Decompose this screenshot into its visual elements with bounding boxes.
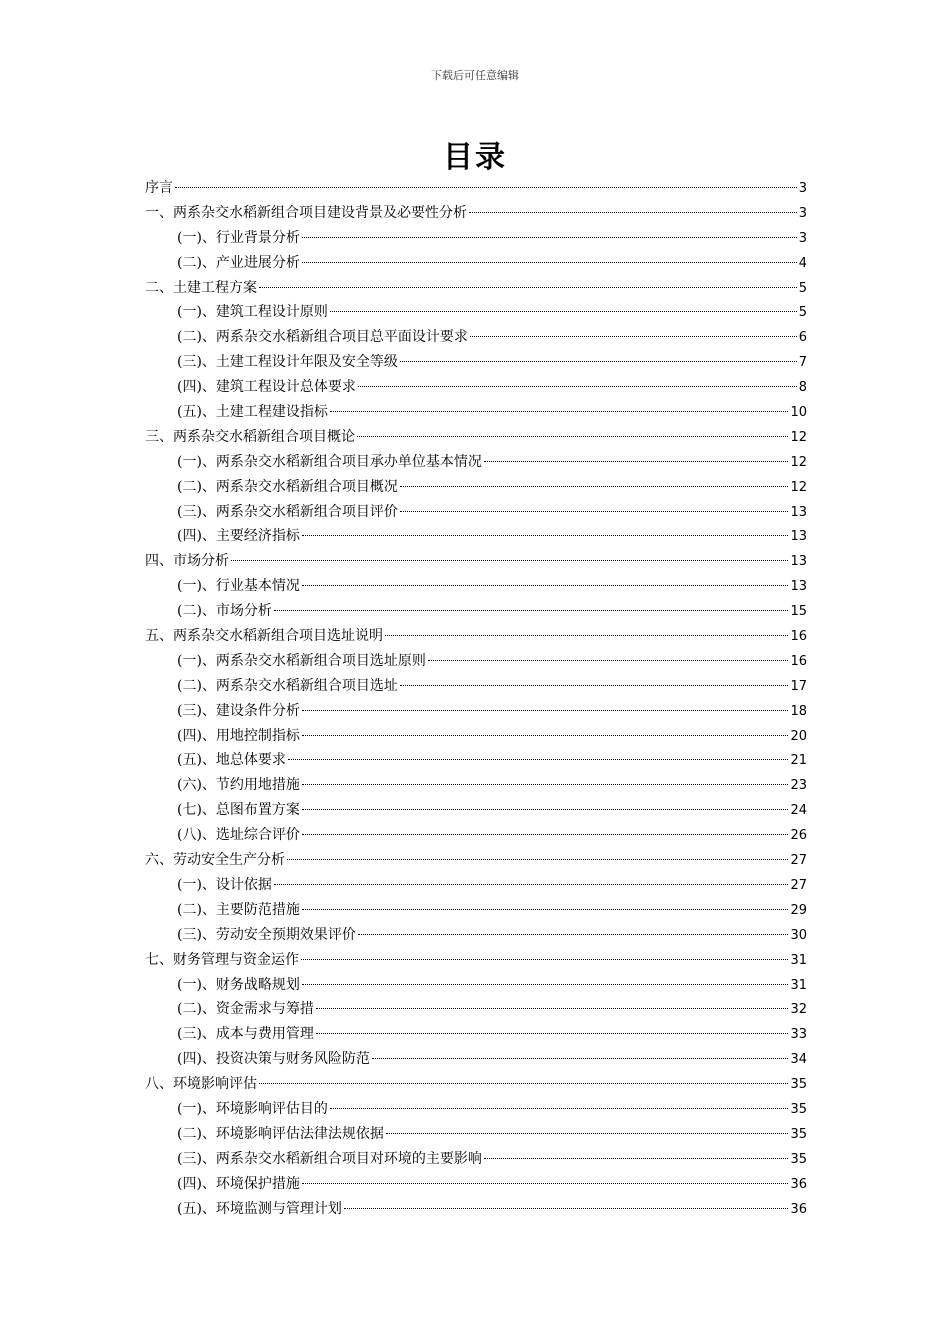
- toc-entry[interactable]: [145, 375, 807, 400]
- toc-entry-label: (三)、成本与费用管理: [177, 1026, 314, 1043]
- toc-dot-leader: [330, 1108, 789, 1109]
- toc-entry[interactable]: [145, 948, 807, 973]
- toc-entry[interactable]: [145, 1122, 807, 1147]
- toc-entry[interactable]: [145, 450, 807, 475]
- toc-dot-leader: [400, 486, 789, 487]
- toc-entry-page-number: 12: [790, 454, 807, 470]
- toc-entry-page-number: 21: [790, 753, 807, 769]
- toc-entry[interactable]: [145, 201, 807, 226]
- toc-entry[interactable]: [145, 475, 807, 500]
- toc-entry-page-number: 7: [798, 355, 807, 371]
- toc-entry-page-number: 32: [790, 1002, 807, 1018]
- toc-entry[interactable]: [145, 176, 807, 201]
- toc-entry-page-number: 13: [790, 529, 807, 545]
- toc-dot-leader: [302, 735, 789, 736]
- toc-entry-label: (二)、主要防范措施: [177, 901, 300, 918]
- toc-entry-label: (六)、节约用地措施: [177, 777, 300, 794]
- toc-entry-label: 六、劳动安全生产分析: [145, 852, 285, 869]
- toc-entry-page-number: 6: [798, 330, 807, 346]
- toc-entry-page-number: 35: [790, 1151, 807, 1167]
- toc-entry-page-number: 13: [790, 579, 807, 595]
- toc-entry-page-number: 12: [790, 479, 807, 495]
- toc-title: 目录: [443, 140, 507, 175]
- toc-entry-page-number: 27: [790, 853, 807, 869]
- toc-dot-leader: [357, 436, 788, 437]
- toc-entry-page-number: 30: [790, 927, 807, 943]
- toc-dot-leader: [316, 1033, 789, 1034]
- toc-entry[interactable]: [145, 773, 807, 798]
- toc-entry[interactable]: [145, 823, 807, 848]
- toc-entry-page-number: 3: [798, 205, 807, 221]
- toc-dot-leader: [386, 1133, 789, 1134]
- toc-dot-leader: [358, 934, 789, 935]
- toc-entry[interactable]: [145, 276, 807, 301]
- toc-dot-leader: [470, 336, 797, 337]
- toc-dot-leader: [259, 1083, 788, 1084]
- toc-entry[interactable]: [145, 1197, 807, 1222]
- toc-entry-page-number: 27: [790, 877, 807, 893]
- toc-entry[interactable]: [145, 1172, 807, 1197]
- toc-entry-page-number: 10: [790, 405, 807, 421]
- toc-entry-page-number: 17: [790, 678, 807, 694]
- toc-entry[interactable]: [145, 549, 807, 574]
- toc-dot-leader: [316, 1008, 789, 1009]
- toc-dot-leader: [287, 859, 788, 860]
- toc-entry-label: (一)、财务战略规划: [177, 976, 300, 993]
- toc-dot-leader: [231, 560, 788, 561]
- toc-entry-page-number: 18: [790, 703, 807, 719]
- toc-entry-label: (五)、土建工程建设指标: [177, 404, 328, 421]
- toc-dot-leader: [372, 1058, 789, 1059]
- toc-entry-label: 五、两系杂交水稻新组合项目选址说明: [145, 628, 383, 645]
- toc-dot-leader: [428, 660, 789, 661]
- toc-entry-page-number: 3: [798, 230, 807, 246]
- toc-dot-leader: [302, 535, 789, 536]
- toc-dot-leader: [344, 1208, 789, 1209]
- toc-entry-page-number: 16: [790, 629, 807, 645]
- toc-entry-label: 八、环境影响评估: [145, 1076, 257, 1093]
- toc-dot-leader: [302, 1183, 789, 1184]
- toc-entry-page-number: 35: [790, 1077, 807, 1093]
- toc-entry-label: (四)、投资决策与财务风险防范: [177, 1051, 370, 1068]
- toc-entry[interactable]: [145, 226, 807, 251]
- toc-entry-label: 二、土建工程方案: [145, 279, 257, 296]
- toc-entry-label: (三)、两系杂交水稻新组合项目对环境的主要影响: [177, 1150, 482, 1167]
- toc-entry-page-number: 5: [798, 305, 807, 321]
- toc-entry-label: (二)、两系杂交水稻新组合项目概况: [177, 478, 398, 495]
- toc-entry[interactable]: [145, 425, 807, 450]
- toc-entry[interactable]: [145, 400, 807, 425]
- toc-entry[interactable]: [145, 350, 807, 375]
- toc-entry-label: (一)、环境影响评估目的: [177, 1100, 328, 1117]
- toc-dot-leader: [302, 784, 789, 785]
- toc-dot-leader: [358, 386, 797, 387]
- toc-entry-label: (四)、环境保护措施: [177, 1175, 300, 1192]
- toc-entry[interactable]: [145, 624, 807, 649]
- toc-entry[interactable]: [145, 649, 807, 674]
- toc-entry-label: (三)、土建工程设计年限及安全等级: [177, 354, 398, 371]
- toc-entry-label: (二)、环境影响评估法律法规依据: [177, 1125, 384, 1142]
- toc-entry-page-number: 31: [790, 977, 807, 993]
- toc-entry-label: (一)、行业背景分析: [177, 229, 300, 246]
- toc-entry-page-number: 24: [790, 803, 807, 819]
- toc-entry[interactable]: [145, 848, 807, 873]
- toc-dot-leader: [330, 311, 797, 312]
- toc-entry-page-number: 35: [790, 1101, 807, 1117]
- toc-entry[interactable]: [145, 923, 807, 948]
- toc-entry-label: (三)、两系杂交水稻新组合项目评价: [177, 503, 398, 520]
- toc-entry[interactable]: [145, 724, 807, 749]
- toc-entry[interactable]: [145, 674, 807, 699]
- toc-entry-page-number: 13: [790, 554, 807, 570]
- toc-entry-label: (四)、用地控制指标: [177, 727, 300, 744]
- toc-entry-page-number: 31: [790, 952, 807, 968]
- toc-entry[interactable]: [145, 1097, 807, 1122]
- toc-entry-label: 七、财务管理与资金运作: [145, 951, 299, 968]
- toc-dot-leader: [400, 361, 797, 362]
- toc-dot-leader: [302, 262, 797, 263]
- toc-entry[interactable]: [145, 973, 807, 998]
- toc-entry-page-number: 35: [790, 1126, 807, 1142]
- toc-entry-label: (一)、行业基本情况: [177, 578, 300, 595]
- toc-entry-page-number: 13: [790, 504, 807, 520]
- toc-entry-page-number: 8: [798, 380, 807, 396]
- header-note: 下载后可任意编辑: [431, 69, 519, 82]
- toc-entry-label: 四、市场分析: [145, 553, 229, 570]
- toc-entry[interactable]: [145, 300, 807, 325]
- toc-entry-label: (二)、两系杂交水稻新组合项目总平面设计要求: [177, 329, 468, 346]
- toc-entry-label: 一、两系杂交水稻新组合项目建设背景及必要性分析: [145, 204, 467, 221]
- toc-dot-leader: [302, 809, 789, 810]
- toc-entry[interactable]: [145, 699, 807, 724]
- toc-entry-label: (三)、劳动安全预期效果评价: [177, 926, 356, 943]
- toc-entry-label: 序言: [145, 180, 173, 196]
- toc-entry-label: (一)、两系杂交水稻新组合项目选址原则: [177, 652, 426, 669]
- toc-entry-page-number: 20: [790, 728, 807, 744]
- toc-dot-leader: [302, 585, 789, 586]
- toc-entry-page-number: 29: [790, 902, 807, 918]
- toc-entry[interactable]: [145, 1072, 807, 1097]
- toc-entry[interactable]: [145, 325, 807, 350]
- toc-entry-page-number: 23: [790, 778, 807, 794]
- toc-entry-label: (二)、资金需求与筹措: [177, 1001, 314, 1018]
- toc-entry-label: (四)、主要经济指标: [177, 528, 300, 545]
- toc-entry[interactable]: [145, 1047, 807, 1072]
- toc-dot-leader: [302, 834, 789, 835]
- toc-entry[interactable]: [145, 873, 807, 898]
- toc-entry[interactable]: [145, 524, 807, 549]
- toc-entry[interactable]: [145, 251, 807, 276]
- toc-entry-page-number: 34: [790, 1052, 807, 1068]
- toc-entry-label: (八)、选址综合评价: [177, 827, 300, 844]
- toc-entry-page-number: 36: [790, 1176, 807, 1192]
- toc-entry-label: (一)、设计依据: [177, 876, 272, 893]
- toc-dot-leader: [175, 187, 797, 188]
- toc-entry-label: (七)、总图布置方案: [177, 802, 300, 819]
- toc-entry-page-number: 12: [790, 429, 807, 445]
- toc-entry-label: (二)、两系杂交水稻新组合项目选址: [177, 677, 398, 694]
- toc-entry-page-number: 33: [790, 1027, 807, 1043]
- toc-entry-page-number: 3: [798, 181, 807, 196]
- toc-entry-page-number: 36: [790, 1201, 807, 1217]
- toc-dot-leader: [302, 909, 789, 910]
- toc-dot-leader: [288, 759, 789, 760]
- toc-entry-label: (三)、建设条件分析: [177, 702, 300, 719]
- toc-entry-label: 三、两系杂交水稻新组合项目概论: [145, 428, 355, 445]
- toc-entry-page-number: 15: [790, 604, 807, 620]
- toc-dot-leader: [302, 710, 789, 711]
- toc-entry[interactable]: [145, 1022, 807, 1047]
- toc-dot-leader: [385, 635, 788, 636]
- toc-dot-leader: [400, 511, 789, 512]
- toc-entry-label: (一)、建筑工程设计原则: [177, 304, 328, 321]
- toc-entry-page-number: 4: [798, 255, 807, 271]
- toc-entry-page-number: 16: [790, 653, 807, 669]
- toc-entry-label: (一)、两系杂交水稻新组合项目承办单位基本情况: [177, 453, 482, 470]
- toc-entry-label: (二)、市场分析: [177, 603, 272, 620]
- toc-dot-leader: [274, 610, 789, 611]
- toc-entry-label: (四)、建筑工程设计总体要求: [177, 379, 356, 396]
- toc-entry-page-number: 5: [798, 280, 807, 296]
- toc-entry-label: (二)、产业进展分析: [177, 254, 300, 271]
- toc-dot-leader: [469, 212, 797, 213]
- toc-entry[interactable]: [145, 599, 807, 624]
- toc-dot-leader: [301, 959, 788, 960]
- toc-dot-leader: [330, 411, 789, 412]
- toc-entry[interactable]: [145, 798, 807, 823]
- toc-entry[interactable]: [145, 500, 807, 525]
- toc-dot-leader: [484, 461, 789, 462]
- toc-entry-page-number: 26: [790, 828, 807, 844]
- toc-dot-leader: [302, 984, 789, 985]
- toc-dot-leader: [484, 1158, 789, 1159]
- toc-dot-leader: [302, 237, 797, 238]
- toc-entry[interactable]: [145, 997, 807, 1022]
- toc-entry[interactable]: [145, 574, 807, 599]
- toc-entry[interactable]: [145, 748, 807, 773]
- toc-entry[interactable]: [145, 1147, 807, 1172]
- toc-dot-leader: [274, 884, 789, 885]
- toc-dot-leader: [400, 685, 789, 686]
- toc-entry-label: (五)、地总体要求: [177, 752, 286, 769]
- toc-entry-label: (五)、环境监测与管理计划: [177, 1200, 342, 1217]
- toc-dot-leader: [259, 287, 797, 288]
- toc-entry[interactable]: [145, 898, 807, 923]
- table-of-contents: [145, 176, 807, 1221]
